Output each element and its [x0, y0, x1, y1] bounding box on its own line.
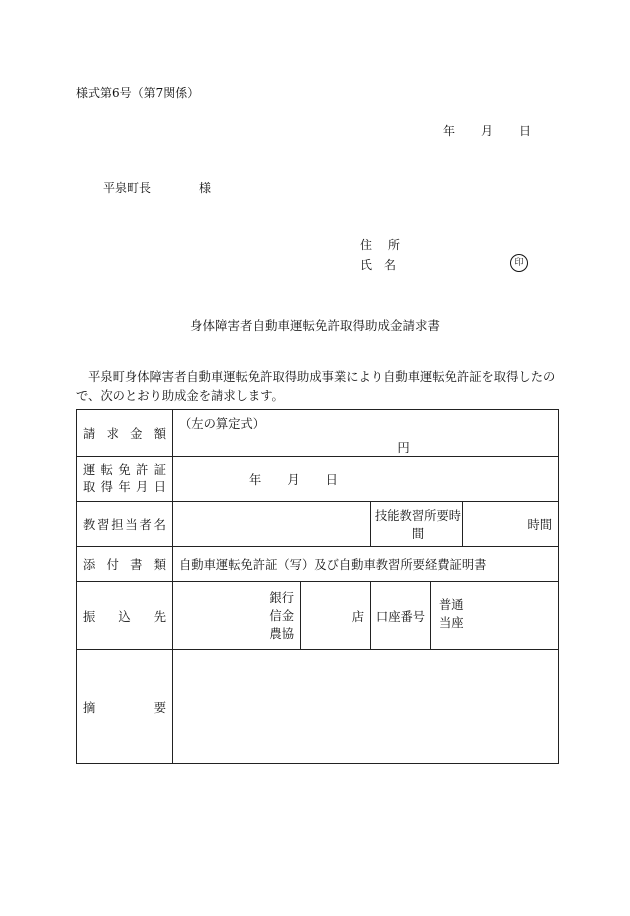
- remarks-label-char: 摘: [83, 700, 96, 715]
- license-label-line2-char: 得: [100, 480, 113, 494]
- bank-type-bank: 銀行: [269, 590, 294, 605]
- seal-mark: 印: [510, 254, 528, 272]
- branch-unit: 店: [351, 609, 364, 624]
- instructor-label-char: 担: [111, 518, 124, 532]
- date-year-label: 年: [443, 124, 456, 138]
- attachments-row: [77, 547, 559, 582]
- attachments-label: [77, 547, 173, 582]
- addressee-name: 平泉町長: [103, 181, 152, 195]
- license-label-line1-char: 免: [118, 463, 131, 477]
- transfer-label-char: 振: [83, 609, 96, 624]
- account-type-current: 当座: [439, 616, 464, 630]
- attachments-label-char: 付: [106, 558, 119, 572]
- remarks-value-cell[interactable]: [173, 650, 559, 764]
- amount-value-cell[interactable]: [173, 410, 559, 457]
- instructor-label-char: 当: [125, 518, 138, 532]
- license-label-line1-char: 許: [136, 463, 149, 477]
- license-label-line2-char: 取: [83, 480, 96, 494]
- instructor-label: [77, 502, 173, 547]
- form-number: 様式第6号（第7関係）: [76, 86, 200, 100]
- license-label-line2-char: 月: [136, 480, 149, 494]
- amount-label: [77, 410, 173, 457]
- date-month-label: 月: [481, 124, 494, 138]
- license-label-line2-char: 日: [153, 480, 166, 494]
- skill-training-hours-cell[interactable]: [463, 502, 559, 547]
- document-body: 平泉町身体障害者自動車運転免許取得助成事業により自動車運転免許証を取得したので、次のとおり助成金を請求します。: [76, 370, 556, 403]
- remarks-label: [77, 650, 173, 764]
- instructor-label-char: 習: [97, 518, 110, 532]
- hours-unit: 時間: [527, 518, 553, 532]
- amount-row: [77, 410, 559, 457]
- license-day-label: 日: [325, 473, 338, 487]
- document-title: 身体障害者自動車運転免許取得助成金請求書: [189, 318, 440, 333]
- bank-type-nokyo: 農協: [269, 626, 294, 641]
- account-number-label: 口座番号: [371, 582, 431, 650]
- license-label-line1-char: 転: [100, 463, 113, 477]
- applicant-address-label: 住 所: [360, 238, 403, 252]
- submission-date: [443, 122, 531, 139]
- transfer-label-char: 先: [153, 609, 166, 624]
- license-year-label: 年: [249, 473, 262, 487]
- attachments-label-char: 書: [130, 558, 143, 572]
- addressee-honorific: 様: [199, 181, 212, 195]
- instructor-label-char: 教: [83, 518, 96, 532]
- bank-type-shinkin: 信金: [269, 608, 294, 623]
- account-number-cell[interactable]: [431, 582, 559, 650]
- license-date-label: [77, 457, 173, 502]
- license-label-line1-char: 運: [83, 463, 96, 477]
- license-month-label: 月: [287, 473, 300, 487]
- instructor-row: [77, 502, 559, 547]
- license-label-line1-char: 証: [153, 463, 166, 477]
- account-type-ordinary: 普通: [439, 598, 464, 612]
- amount-label-char: 請: [83, 427, 96, 441]
- license-date-value-cell[interactable]: [173, 457, 559, 502]
- attachments-label-char: 類: [153, 558, 166, 572]
- amount-formula-note: （左の算定式）: [179, 417, 266, 431]
- addressee: [103, 179, 211, 196]
- attachments-label-char: 添: [83, 558, 96, 572]
- amount-label-char: 求: [106, 427, 119, 441]
- transfer-label: [77, 582, 173, 650]
- remarks-row: [77, 650, 559, 764]
- instructor-label-char: 名: [153, 518, 166, 532]
- license-date-row: [77, 457, 559, 502]
- transfer-row: [77, 582, 559, 650]
- instructor-value-cell[interactable]: [173, 502, 371, 547]
- amount-label-char: 金: [130, 427, 143, 441]
- amount-label-char: 額: [153, 427, 166, 441]
- license-label-line2-char: 年: [118, 480, 131, 494]
- skill-training-hours-label: 技能教習所要時間: [371, 502, 463, 547]
- branch-cell[interactable]: [301, 582, 371, 650]
- applicant-name-label: 氏 名: [360, 258, 397, 272]
- instructor-label-char: 者: [139, 518, 152, 532]
- remarks-label-char: 要: [153, 700, 166, 715]
- date-day-label: 日: [519, 124, 532, 138]
- amount-unit: 円: [397, 441, 410, 455]
- bank-name-cell[interactable]: [173, 582, 301, 650]
- attachments-value: 自動車運転免許証（写）及び自動車教習所要経費証明書: [173, 547, 559, 582]
- application-table: [76, 409, 559, 764]
- transfer-label-char: 込: [118, 609, 131, 624]
